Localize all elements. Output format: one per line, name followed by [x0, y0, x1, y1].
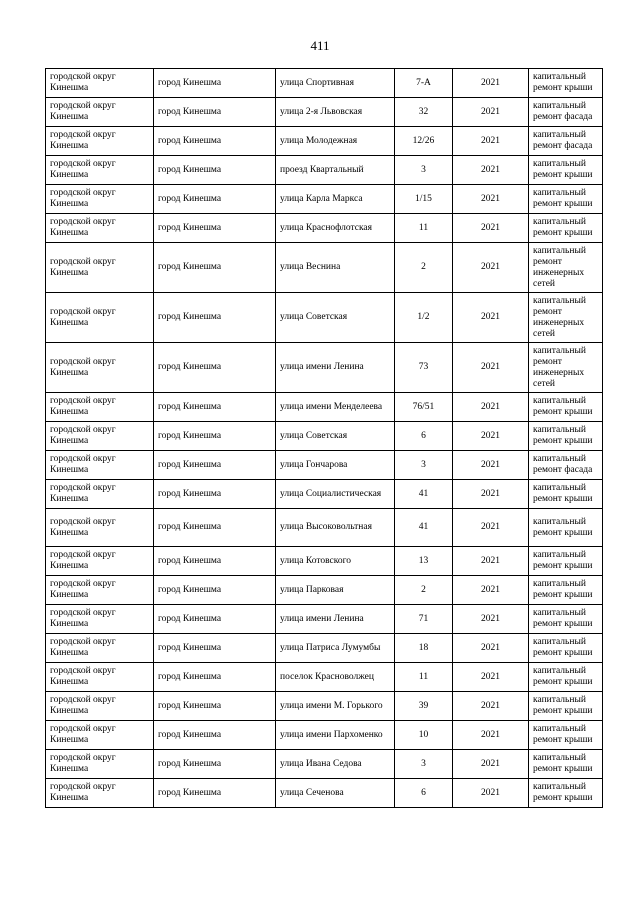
city-cell: город Кинешма: [154, 214, 276, 243]
year-cell: 2021: [453, 634, 529, 663]
district-cell: городской округ Кинешма: [46, 393, 154, 422]
year-cell: 2021: [453, 605, 529, 634]
work-type-cell: капитальный ремонт фасада: [529, 98, 603, 127]
city-cell: город Кинешма: [154, 293, 276, 343]
street-cell: улица Молодежная: [276, 127, 395, 156]
house-cell: 1/15: [395, 185, 453, 214]
repair-registry-table: [45, 68, 603, 808]
district-cell: городской округ Кинешма: [46, 509, 154, 547]
work-type-cell: капитальный ремонт крыши: [529, 214, 603, 243]
city-cell: город Кинешма: [154, 98, 276, 127]
district-cell: городской округ Кинешма: [46, 663, 154, 692]
house-cell: 18: [395, 634, 453, 663]
city-cell: город Кинешма: [154, 343, 276, 393]
street-cell: улица Советская: [276, 293, 395, 343]
work-type-cell: капитальный ремонт крыши: [529, 393, 603, 422]
year-cell: 2021: [453, 214, 529, 243]
year-cell: 2021: [453, 451, 529, 480]
table-row: [46, 451, 603, 480]
year-cell: 2021: [453, 127, 529, 156]
city-cell: город Кинешма: [154, 692, 276, 721]
work-type-cell: капитальный ремонт крыши: [529, 422, 603, 451]
street-cell: проезд Квартальный: [276, 156, 395, 185]
street-cell: улица Котовского: [276, 547, 395, 576]
work-type-cell: капитальный ремонт крыши: [529, 69, 603, 98]
house-cell: 73: [395, 343, 453, 393]
table-row: [46, 779, 603, 808]
work-type-cell: капитальный ремонт инженерных сетей: [529, 243, 603, 293]
table-row: [46, 663, 603, 692]
house-cell: 32: [395, 98, 453, 127]
work-type-cell: капитальный ремонт крыши: [529, 692, 603, 721]
city-cell: город Кинешма: [154, 69, 276, 98]
table-row: [46, 547, 603, 576]
street-cell: улица Ивана Седова: [276, 750, 395, 779]
house-cell: 71: [395, 605, 453, 634]
year-cell: 2021: [453, 576, 529, 605]
house-cell: 2: [395, 576, 453, 605]
table-row: [46, 721, 603, 750]
street-cell: улица Советская: [276, 422, 395, 451]
year-cell: 2021: [453, 663, 529, 692]
district-cell: городской округ Кинешма: [46, 750, 154, 779]
city-cell: город Кинешма: [154, 480, 276, 509]
street-cell: улица Веснина: [276, 243, 395, 293]
year-cell: 2021: [453, 547, 529, 576]
year-cell: 2021: [453, 293, 529, 343]
city-cell: город Кинешма: [154, 451, 276, 480]
street-cell: улица имени Ленина: [276, 343, 395, 393]
city-cell: город Кинешма: [154, 663, 276, 692]
table-row: [46, 243, 603, 293]
work-type-cell: капитальный ремонт крыши: [529, 547, 603, 576]
street-cell: улица Патриса Лумумбы: [276, 634, 395, 663]
district-cell: городской округ Кинешма: [46, 69, 154, 98]
year-cell: 2021: [453, 480, 529, 509]
work-type-cell: капитальный ремонт инженерных сетей: [529, 343, 603, 393]
city-cell: город Кинешма: [154, 634, 276, 663]
work-type-cell: капитальный ремонт фасада: [529, 451, 603, 480]
city-cell: город Кинешма: [154, 779, 276, 808]
district-cell: городской округ Кинешма: [46, 156, 154, 185]
table-row: [46, 293, 603, 343]
work-type-cell: капитальный ремонт крыши: [529, 779, 603, 808]
table-row: [46, 692, 603, 721]
table-row: [46, 69, 603, 98]
table-row: [46, 127, 603, 156]
work-type-cell: капитальный ремонт фасада: [529, 127, 603, 156]
district-cell: городской округ Кинешма: [46, 547, 154, 576]
work-type-cell: капитальный ремонт инженерных сетей: [529, 293, 603, 343]
work-type-cell: капитальный ремонт крыши: [529, 605, 603, 634]
street-cell: улица Сеченова: [276, 779, 395, 808]
table-row: [46, 343, 603, 393]
table-row: [46, 634, 603, 663]
district-cell: городской округ Кинешма: [46, 634, 154, 663]
table-row: [46, 750, 603, 779]
work-type-cell: капитальный ремонт крыши: [529, 185, 603, 214]
house-cell: 10: [395, 721, 453, 750]
table-row: [46, 509, 603, 547]
district-cell: городской округ Кинешма: [46, 605, 154, 634]
house-cell: 6: [395, 779, 453, 808]
year-cell: 2021: [453, 692, 529, 721]
street-cell: улица Социалистическая: [276, 480, 395, 509]
street-cell: улица имени Менделеева: [276, 393, 395, 422]
city-cell: город Кинешма: [154, 156, 276, 185]
table-row: [46, 422, 603, 451]
district-cell: городской округ Кинешма: [46, 127, 154, 156]
year-cell: 2021: [453, 422, 529, 451]
house-cell: 41: [395, 480, 453, 509]
table-row: [46, 185, 603, 214]
city-cell: город Кинешма: [154, 576, 276, 605]
city-cell: город Кинешма: [154, 422, 276, 451]
district-cell: городской округ Кинешма: [46, 214, 154, 243]
street-cell: улица Спортивная: [276, 69, 395, 98]
year-cell: 2021: [453, 156, 529, 185]
house-cell: 1/2: [395, 293, 453, 343]
house-cell: 7-А: [395, 69, 453, 98]
city-cell: город Кинешма: [154, 185, 276, 214]
house-cell: 41: [395, 509, 453, 547]
district-cell: городской округ Кинешма: [46, 451, 154, 480]
house-cell: 13: [395, 547, 453, 576]
year-cell: 2021: [453, 721, 529, 750]
city-cell: город Кинешма: [154, 393, 276, 422]
street-cell: улица 2-я Львовская: [276, 98, 395, 127]
street-cell: улица Высоковольтная: [276, 509, 395, 547]
district-cell: городской округ Кинешма: [46, 480, 154, 509]
district-cell: городской округ Кинешма: [46, 779, 154, 808]
table-row: [46, 605, 603, 634]
street-cell: улица Краснофлотская: [276, 214, 395, 243]
district-cell: городской округ Кинешма: [46, 293, 154, 343]
street-cell: улица имени М. Горького: [276, 692, 395, 721]
work-type-cell: капитальный ремонт крыши: [529, 750, 603, 779]
district-cell: городской округ Кинешма: [46, 98, 154, 127]
street-cell: поселок Красноволжец: [276, 663, 395, 692]
district-cell: городской округ Кинешма: [46, 721, 154, 750]
work-type-cell: капитальный ремонт крыши: [529, 156, 603, 185]
work-type-cell: капитальный ремонт крыши: [529, 576, 603, 605]
street-cell: улица Парковая: [276, 576, 395, 605]
city-cell: город Кинешма: [154, 605, 276, 634]
street-cell: улица Карла Маркса: [276, 185, 395, 214]
district-cell: городской округ Кинешма: [46, 185, 154, 214]
street-cell: улица имени Пархоменко: [276, 721, 395, 750]
city-cell: город Кинешма: [154, 750, 276, 779]
district-cell: городской округ Кинешма: [46, 343, 154, 393]
house-cell: 39: [395, 692, 453, 721]
city-cell: город Кинешма: [154, 127, 276, 156]
house-cell: 2: [395, 243, 453, 293]
house-cell: 6: [395, 422, 453, 451]
district-cell: городской округ Кинешма: [46, 692, 154, 721]
street-cell: улица имени Ленина: [276, 605, 395, 634]
house-cell: 3: [395, 750, 453, 779]
year-cell: 2021: [453, 779, 529, 808]
city-cell: город Кинешма: [154, 547, 276, 576]
house-cell: 3: [395, 156, 453, 185]
year-cell: 2021: [453, 750, 529, 779]
year-cell: 2021: [453, 243, 529, 293]
city-cell: город Кинешма: [154, 721, 276, 750]
work-type-cell: капитальный ремонт крыши: [529, 721, 603, 750]
work-type-cell: капитальный ремонт крыши: [529, 509, 603, 547]
table-row: [46, 393, 603, 422]
work-type-cell: капитальный ремонт крыши: [529, 480, 603, 509]
house-cell: 11: [395, 663, 453, 692]
district-cell: городской округ Кинешма: [46, 422, 154, 451]
year-cell: 2021: [453, 509, 529, 547]
page-number: 411: [310, 38, 330, 53]
district-cell: городской округ Кинешма: [46, 576, 154, 605]
work-type-cell: капитальный ремонт крыши: [529, 634, 603, 663]
table-row: [46, 480, 603, 509]
city-cell: город Кинешма: [154, 243, 276, 293]
year-cell: 2021: [453, 69, 529, 98]
table-row: [46, 576, 603, 605]
street-cell: улица Гончарова: [276, 451, 395, 480]
table-row: [46, 98, 603, 127]
year-cell: 2021: [453, 393, 529, 422]
table-row: [46, 156, 603, 185]
house-cell: 3: [395, 451, 453, 480]
year-cell: 2021: [453, 343, 529, 393]
house-cell: 76/51: [395, 393, 453, 422]
house-cell: 11: [395, 214, 453, 243]
work-type-cell: капитальный ремонт крыши: [529, 663, 603, 692]
district-cell: городской округ Кинешма: [46, 243, 154, 293]
house-cell: 12/26: [395, 127, 453, 156]
year-cell: 2021: [453, 98, 529, 127]
year-cell: 2021: [453, 185, 529, 214]
table-row: [46, 214, 603, 243]
city-cell: город Кинешма: [154, 509, 276, 547]
